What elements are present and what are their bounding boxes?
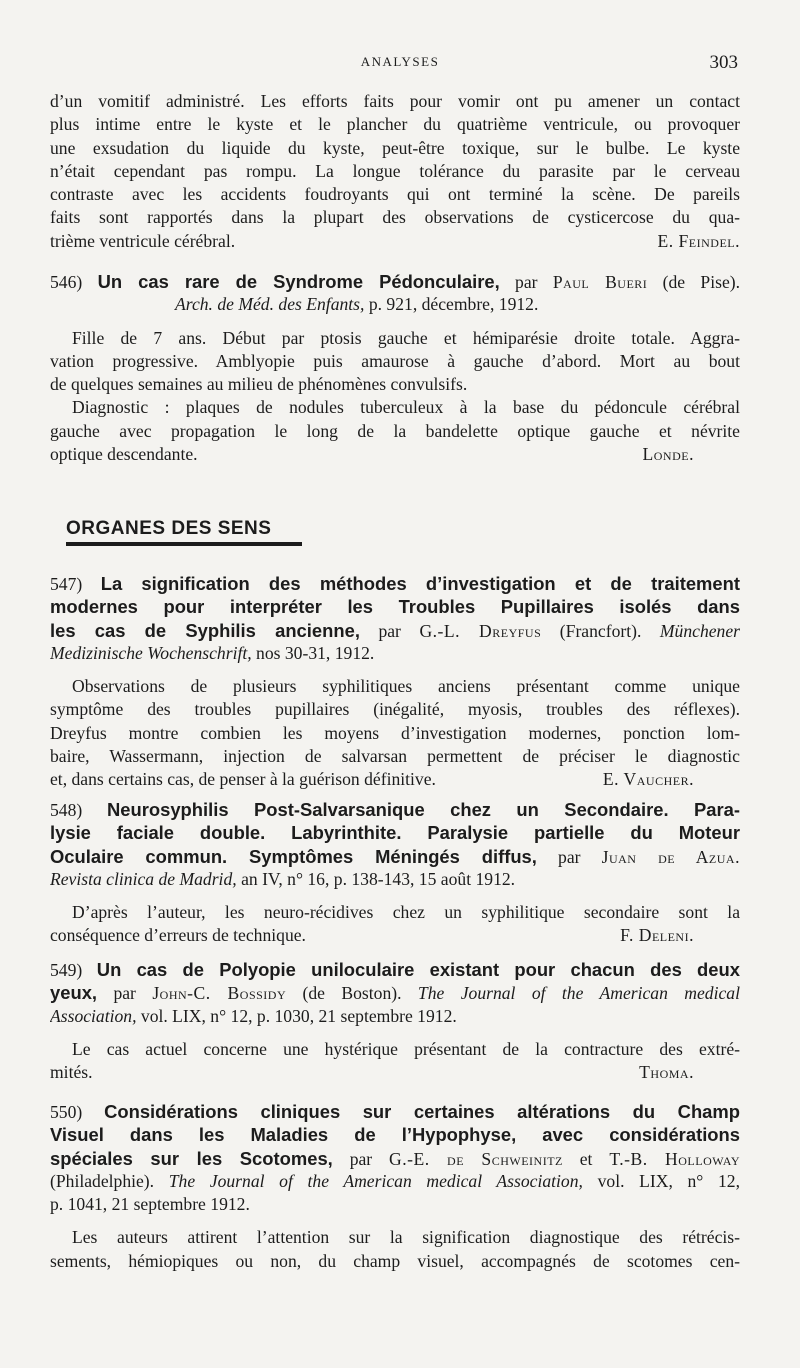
entry-title-line: spéciales sur les Scotomes, par G.-E. de Schweinitz et T.-B. Holloway	[50, 1147, 740, 1169]
author: John-C. Bossidy	[152, 983, 287, 1004]
citation-line: Association, vol. LIX, n° 12, p. 1030, 21 septembre 1912.	[50, 1005, 457, 1026]
reviewer-signature: Londe.	[642, 444, 694, 465]
journal-name: Medizinische Wochenschrift,	[50, 642, 252, 663]
citation-line: Medizinische Wochenschrift, nos 30-31, 1912.	[50, 642, 375, 663]
reviewer-signature: E. Vaucher.	[602, 769, 694, 790]
entry-number: 546)	[50, 272, 83, 292]
running-title: ANALYSES	[360, 54, 440, 69]
text-line: faits sont rapportés dans la plupart des observations de cysticercose du qua-	[50, 207, 740, 228]
entry-title-line: 546) Un cas rare de Syndrome Pédonculaire, par Paul Bueri (de Pise).	[50, 271, 740, 292]
text-line: Diagnostic : plaques de nodules tuberculeux à la base du pédoncule cérébral	[72, 397, 740, 418]
abstract-546	[50, 270, 740, 466]
reviewer-signature: F. Deleni.	[620, 925, 694, 946]
text-line: trième ventricule cérébral. E. Feindel.	[50, 230, 740, 253]
text-line: contraste avec les accidents foudroyants qui ont terminé la scène. De pareils	[50, 184, 740, 205]
text-line: Les auteurs attirent l’attention sur la signification diagnostique des rétrécis-	[72, 1227, 740, 1248]
citation-line: p. 1041, 21 septembre 1912.	[50, 1194, 250, 1215]
text-line: Dreyfus montre combien les moyens d’investigation modernes, ponction lom-	[50, 722, 740, 743]
entry-number: 550)	[50, 1102, 83, 1122]
text-line: mités. Thoma.	[50, 1061, 740, 1084]
text-line: baire, Wassermann, injection de salvarsan permettent de préciser le diagnostic	[50, 746, 740, 767]
entry-title-line: 549) Un cas de Polyopie uniloculaire existant pour chacun des deux	[50, 959, 740, 980]
entry-title-line: Visuel dans les Maladies de l’Hypophyse, avec considérations	[50, 1124, 740, 1146]
abstract-548	[50, 798, 740, 948]
section-heading: ORGANES DES SENS	[66, 518, 272, 539]
author: G.-L. Dreyfus	[419, 620, 542, 641]
text-line: de quelques semaines au milieu de phénomènes convulsifs.	[50, 374, 468, 395]
text-line: et, dans certains cas, de penser à la guérison définitive. E. Vaucher.	[50, 768, 740, 791]
author: T.-B. Holloway	[609, 1148, 740, 1169]
reviewer-signature: Thoma.	[639, 1062, 694, 1083]
entry-number: 549)	[50, 960, 83, 980]
entry-title-line: 548) Neurosyphilis Post-Salvarsanique chez un Secondaire. Para-	[50, 799, 740, 820]
author: Paul Bueri	[552, 272, 648, 292]
text-line: optique descendante. Londe.	[50, 443, 740, 466]
text-line: vation progressive. Amblyopie puis amaurose à gauche d’abord. Mort au bout	[50, 350, 740, 371]
author: Juan de Azua.	[601, 846, 740, 867]
text-line: sements, hémiopiques ou non, du champ visuel, accompagnés de scotomes cen-	[50, 1250, 740, 1271]
text-line: Fille de 7 ans. Début par ptosis gauche et hémiparésie droite totale. Aggra-	[72, 327, 740, 348]
page-number: 303	[709, 52, 738, 73]
journal-name: Association,	[50, 1005, 137, 1026]
abstract-547	[50, 572, 740, 792]
entry-number: 547)	[50, 574, 83, 594]
citation-line: Revista clinica de Madrid, an IV, n° 16, p. 138-143, 15 août 1912.	[50, 868, 516, 889]
reviewer-signature: E. Feindel.	[657, 230, 740, 251]
entry-title-line: Oculaire commun. Symptômes Méningés diffus, par Juan de Azua.	[50, 845, 740, 867]
entry-title-line: lysie faciale double. Labyrinthite. Paralysie partielle du Moteur	[50, 822, 740, 844]
entry-title-line: les cas de Syphilis ancienne, par G.-L. Dreyfus (Francfort). Münchener	[50, 619, 740, 641]
entry-title-line: 547) La signification des méthodes d’investigation et de traitement	[50, 573, 740, 594]
text-line: Le cas actuel concerne une hystérique présentant de la contracture des extré-	[72, 1038, 740, 1059]
entry-title-line: modernes pour interpréter les Troubles Pupillaires isolés dans	[50, 596, 740, 618]
text-line: d’un vomitif administré. Les efforts faits pour vomir ont pu amener un contact	[50, 91, 740, 111]
journal-name: Revista clinica de Madrid,	[50, 868, 237, 889]
text-line: symptôme des troubles pupillaires (inégalité, myosis, troubles des réflexes).	[50, 699, 740, 720]
abstract-550	[50, 1100, 740, 1273]
entry-title: Un cas rare de Syndrome Pédonculaire,	[97, 271, 500, 292]
author: G.-E. de Schweinitz	[389, 1148, 563, 1169]
running-head	[0, 52, 800, 76]
journal-name: Arch. de Méd. des Enfants,	[175, 294, 365, 315]
text-line: une exsudation du liquide du kyste, peut-être toxique, sur le bulbe. Le kyste	[50, 137, 740, 158]
text-line: gauche avec propagation le long de la bandelette optique gauche et névrite	[50, 420, 740, 441]
entry-number: 548)	[50, 800, 83, 820]
journal-name: Münchener	[659, 620, 740, 641]
journal-name: The Journal of the American medical Association,	[168, 1170, 583, 1191]
abstract-549	[50, 958, 740, 1084]
text-line: Observations de plusieurs syphilitiques anciens présentant comme unique	[72, 676, 740, 697]
citation-line: Arch. de Méd. des Enfants, p. 921, décembre, 1912.	[175, 294, 539, 315]
text-line: D’après l’auteur, les neuro-récidives chez un syphilitique secondaire sont la	[72, 902, 740, 923]
continuation-paragraph	[50, 90, 740, 253]
entry-title-line: yeux, par John-C. Bossidy (de Boston). The Journal of the American medical	[50, 982, 740, 1004]
text-line: conséquence d’erreurs de technique. F. Deleni.	[50, 924, 740, 947]
text-line: plus intime entre le kyste et le plancher du quatrième ventricule, ou provoquer	[50, 114, 740, 135]
citation-line: (Philadelphie). The Journal of the American medical Association, vol. LIX, n° 12,	[50, 1170, 740, 1191]
journal-name: The Journal of the American medical	[417, 983, 740, 1004]
text-line: n’était cependant pas rompu. La longue tolérance du parasite par le cerveau	[50, 160, 740, 181]
section-underline	[66, 542, 302, 546]
entry-title-line: 550) Considérations cliniques sur certaines altérations du Champ	[50, 1101, 740, 1122]
